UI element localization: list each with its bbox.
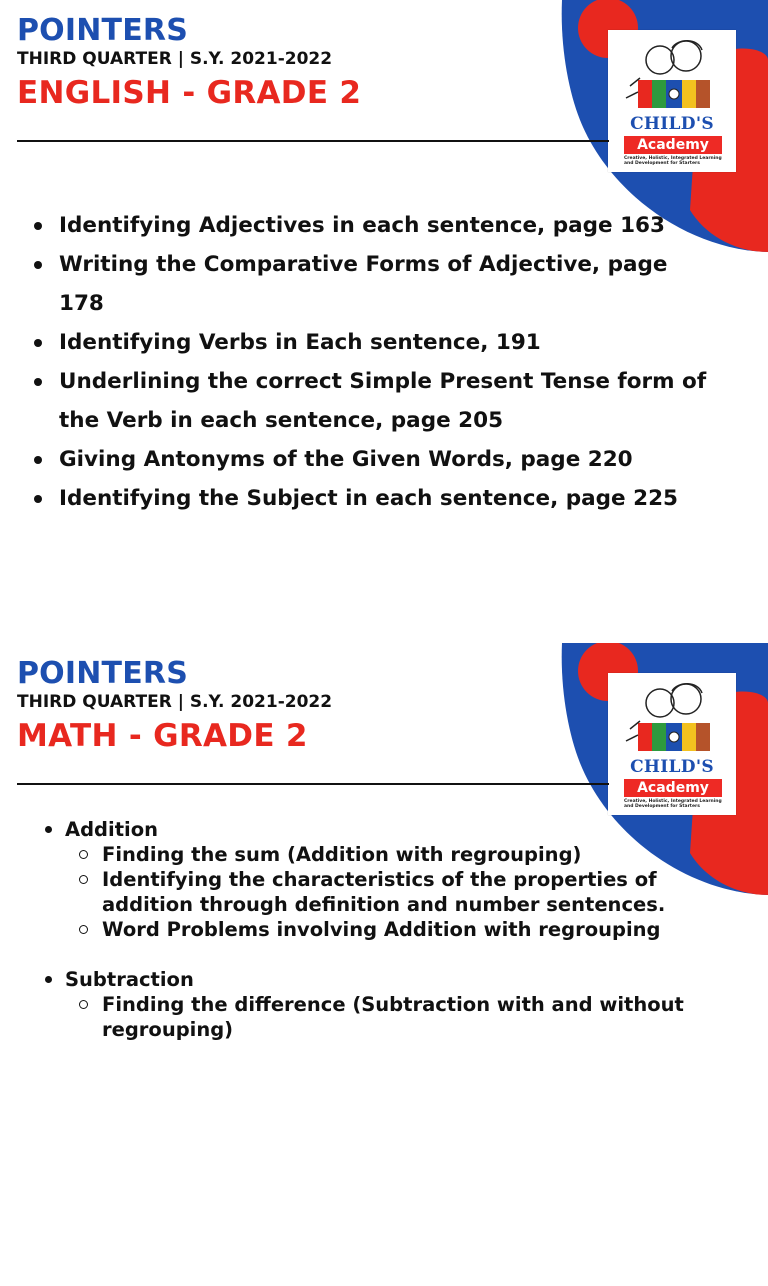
math-topics-list	[40, 817, 730, 1067]
subtopic-item: Finding the sum (Addition with regrouping)	[65, 842, 730, 867]
logo-academy: Academy	[624, 779, 722, 797]
list-item: Writing the Comparative Forms of Adjective, page 178	[30, 245, 710, 323]
childs-academy-logo	[608, 30, 736, 172]
subtopic-item: Identifying the characteristics of the properties of addition through definition and number sentences.	[65, 867, 730, 917]
divider	[17, 140, 609, 142]
pointers-title: POINTERS	[17, 13, 189, 48]
logo-academy: Academy	[624, 136, 722, 154]
addition-subtopics	[65, 842, 730, 942]
quarter-label: THIRD QUARTER | S.Y. 2021-2022	[17, 49, 333, 69]
math-heading	[17, 655, 332, 757]
list-item: Underlining the correct Simple Present Tense form of the Verb in each sentence, page 205	[30, 362, 710, 440]
topic-subtraction	[40, 967, 730, 1042]
topic-addition	[40, 817, 730, 942]
subtopic-item: Finding the difference (Subtraction with and without regrouping)	[65, 992, 730, 1042]
topic-label: Addition	[65, 818, 158, 841]
children-reading-icon	[618, 36, 726, 116]
divider	[17, 783, 609, 785]
list-item: Giving Antonyms of the Given Words, page 220	[30, 440, 710, 479]
english-heading	[17, 12, 361, 114]
children-reading-icon	[618, 679, 726, 759]
math-pointers-page	[0, 643, 768, 1286]
topic-label: Subtraction	[65, 968, 194, 991]
quarter-label: THIRD QUARTER | S.Y. 2021-2022	[17, 692, 333, 712]
english-topics-list	[30, 206, 710, 518]
subtopic-item: Word Problems involving Addition with regrouping	[65, 917, 730, 942]
logo-name: CHILD'S	[630, 757, 714, 777]
subject-title: ENGLISH - GRADE 2	[17, 75, 362, 111]
list-item: Identifying Verbs in Each sentence, 191	[30, 323, 710, 362]
childs-academy-logo	[608, 673, 736, 815]
logo-tagline: Creative, Holistic, Integrated Learning and Development for Starters	[624, 799, 722, 809]
subject-title: MATH - GRADE 2	[17, 718, 308, 754]
list-item: Identifying the Subject in each sentence, page 225	[30, 479, 710, 518]
logo-tagline: Creative, Holistic, Integrated Learning and Development for Starters	[624, 156, 722, 166]
logo-name: CHILD'S	[630, 114, 714, 134]
list-item: Identifying Adjectives in each sentence, page 163	[30, 206, 710, 245]
pointers-title: POINTERS	[17, 656, 189, 691]
subtraction-subtopics	[65, 992, 730, 1042]
